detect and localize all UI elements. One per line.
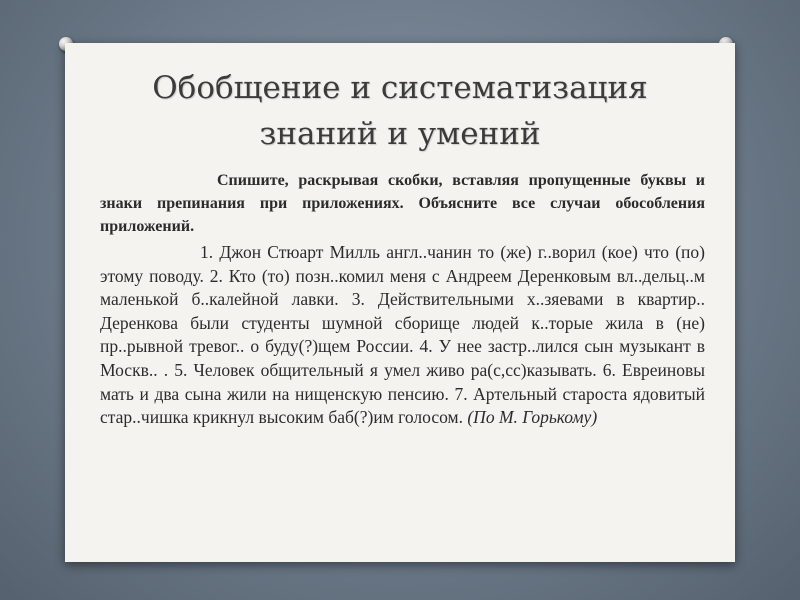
task-instruction: Спишите, раскрывая скобки, вставляя пропущенные буквы и знаки препинания при приложениях. Объясните все случаи обособления приложений.: [100, 172, 705, 235]
exercise-text: [100, 241, 705, 430]
title-line-2: знаний и умений: [259, 116, 541, 152]
exercise-sentences: 1. Джон Стюарт Милль англ..чанин то (же) г..ворил (кое) что (по) этому поводу. 2. Кто (то) позн..комил меня с Андреем Деренковым вл..дельц..м маленькой б..калейной лавки. 3. Действительными х..зяевами в квартир.. Деренкова были студенты шумной сборище людей к..торые жила в (не) пр..рывной тревог.. о буду(?)щем России. 4. У нее застр..лился сын музыкант в Москв.. . 5. Человек общительный я умел живо ра(с,сс)казывать. 6. Евреиновы мать и два сына жили на нищенскую пенсию. 7. Артельный староста ядовитый стар..чишка крикнул высоким баб(?)им голосом.: [100, 242, 705, 428]
slide-body: [100, 169, 705, 430]
slide-title: [65, 65, 735, 157]
slide-card: [65, 43, 735, 562]
text-source: (По М. Горькому): [467, 407, 598, 428]
title-line-1: Обобщение и систематизация: [152, 70, 648, 106]
